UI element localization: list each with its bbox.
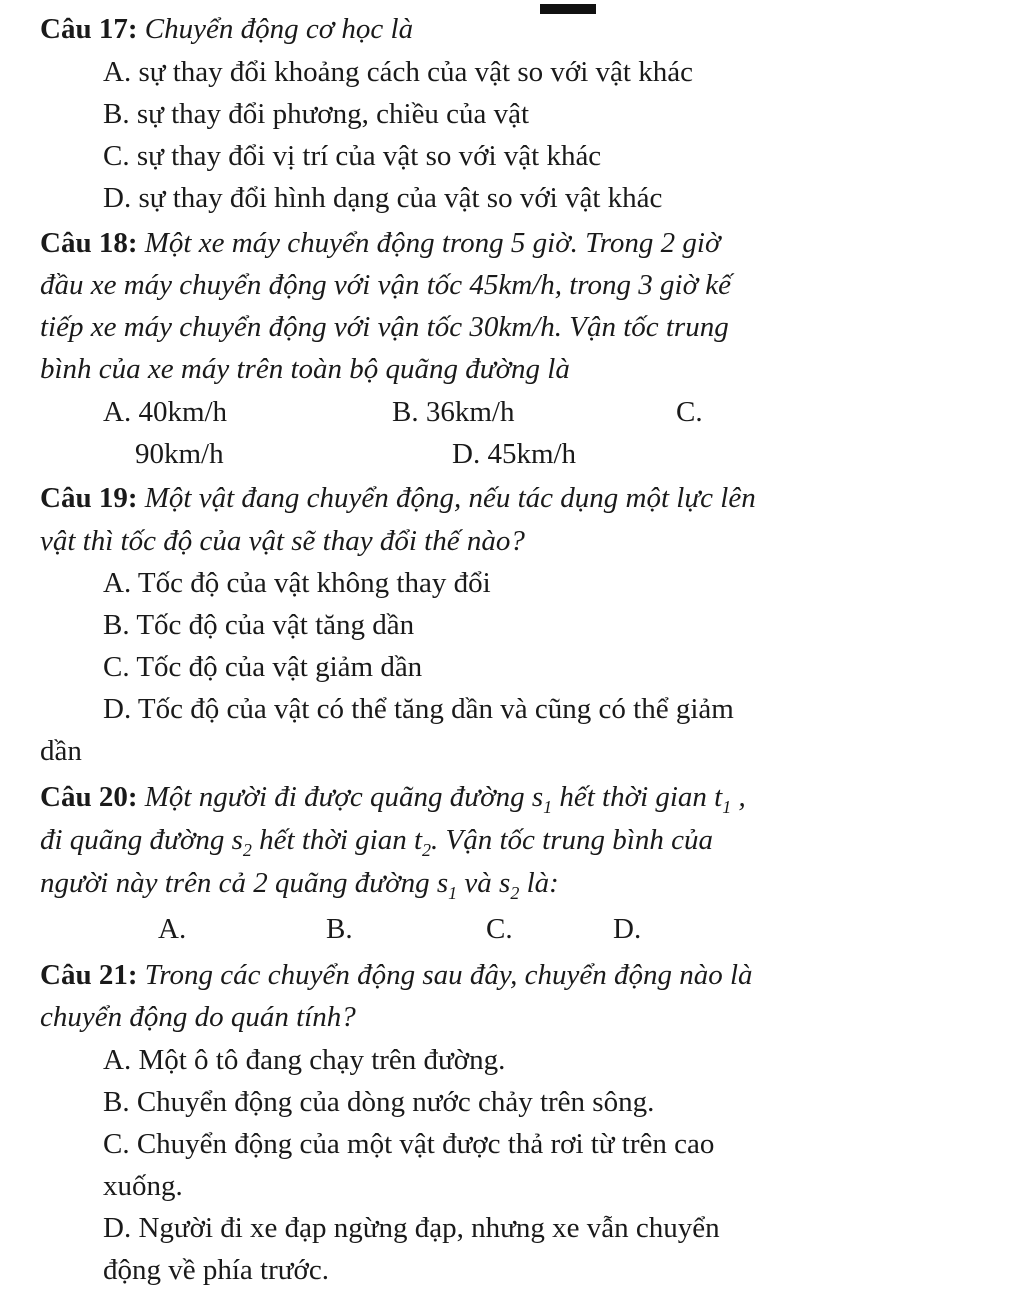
option-a: A. sự thay đổi khoảng cách của vật so với vật khác (103, 56, 693, 88)
option-b: B. (326, 913, 353, 945)
question-label: Câu 21: (40, 959, 138, 991)
question-19-heading (40, 477, 756, 519)
subscript: 2 (510, 882, 520, 903)
question-label: Câu 18: (40, 227, 138, 259)
question-stem-line (40, 819, 713, 861)
option-b: B. sự thay đổi phương, chiều của vật (103, 98, 530, 130)
question-18-heading (40, 222, 720, 264)
option-b: B. Tốc độ của vật tăng dần (103, 609, 415, 641)
subscript: 1 (448, 882, 458, 903)
option-d: D. (613, 913, 642, 945)
question-stem (144, 781, 746, 817)
question-stem: Chuyển động cơ học là (144, 13, 414, 45)
stem-text: là: (519, 867, 559, 899)
question-stem-line: đầu xe máy chuyển động với vận tốc 45km/h, trong 3 giờ kế (40, 269, 732, 301)
option-d: D. 45km/h (452, 438, 577, 470)
option-c: C. (486, 913, 513, 945)
option-a: A. (158, 913, 187, 945)
question-stem-line: chuyển động do quán tính? (40, 1001, 356, 1033)
question-label: Câu 19: (40, 482, 138, 514)
subscript: 1 (543, 796, 553, 817)
question-17-heading (40, 8, 413, 50)
question-stem-line: bình của xe máy trên toàn bộ quãng đường là (40, 353, 570, 385)
option-b: B. 36km/h (392, 396, 515, 428)
question-20-heading (40, 776, 746, 818)
option-c-continuation: xuống. (103, 1170, 183, 1202)
question-stem-line: vật thì tốc độ của vật sẽ thay đổi thế nào? (40, 525, 525, 557)
option-c: C. Tốc độ của vật giảm dần (103, 651, 423, 683)
option-d-continuation: dần (40, 735, 82, 767)
question-stem: Một vật đang chuyển động, nếu tác dụng một lực lên (144, 482, 756, 514)
stem-text: . Vận tốc trung bình của (431, 824, 713, 856)
question-stem-line: tiếp xe máy chuyển động với vận tốc 30km/h. Vận tốc trung (40, 311, 729, 343)
stem-text: đi quãng đường s (40, 824, 243, 856)
option-c: C. sự thay đổi vị trí của vật so với vật khác (103, 140, 602, 172)
subscript: 2 (422, 839, 432, 860)
stem-text: hết thời gian t (251, 824, 423, 856)
option-d-continuation: động về phía trước. (103, 1254, 329, 1286)
question-stem: Trong các chuyển động sau đây, chuyển động nào là (144, 959, 753, 991)
option-c-value: 90km/h (135, 438, 224, 470)
stem-text: người này trên cả 2 quãng đường s (40, 867, 449, 899)
option-b: B. Chuyển động của dòng nước chảy trên sông. (103, 1086, 655, 1118)
option-a: A. 40km/h (103, 396, 228, 428)
option-c: C. Chuyển động của một vật được thả rơi từ trên cao (103, 1128, 715, 1160)
question-stem-line (40, 862, 559, 904)
option-d: D. Người đi xe đạp ngừng đạp, nhưng xe vẫn chuyển (103, 1212, 720, 1244)
question-21-heading (40, 954, 753, 996)
subscript: 2 (242, 839, 252, 860)
option-a: A. Tốc độ của vật không thay đổi (103, 567, 491, 599)
question-label: Câu 20: (40, 781, 138, 813)
stem-text: Một người đi được quãng đường s (144, 781, 544, 813)
option-a: A. Một ô tô đang chạy trên đường. (103, 1044, 506, 1076)
stem-text: hết thời gian t (552, 781, 723, 813)
subscript: 1 (722, 796, 732, 817)
option-d: D. Tốc độ của vật có thể tăng dần và cũng có thể giảm (103, 693, 734, 725)
stem-text: và s (457, 867, 511, 899)
option-c: C. (676, 396, 703, 428)
stem-text: , (731, 781, 746, 813)
question-stem: Một xe máy chuyển động trong 5 giờ. Trong 2 giờ (144, 227, 721, 259)
redaction-bar (540, 4, 596, 14)
question-label: Câu 17: (40, 13, 138, 45)
option-d: D. sự thay đổi hình dạng của vật so với vật khác (103, 182, 663, 214)
